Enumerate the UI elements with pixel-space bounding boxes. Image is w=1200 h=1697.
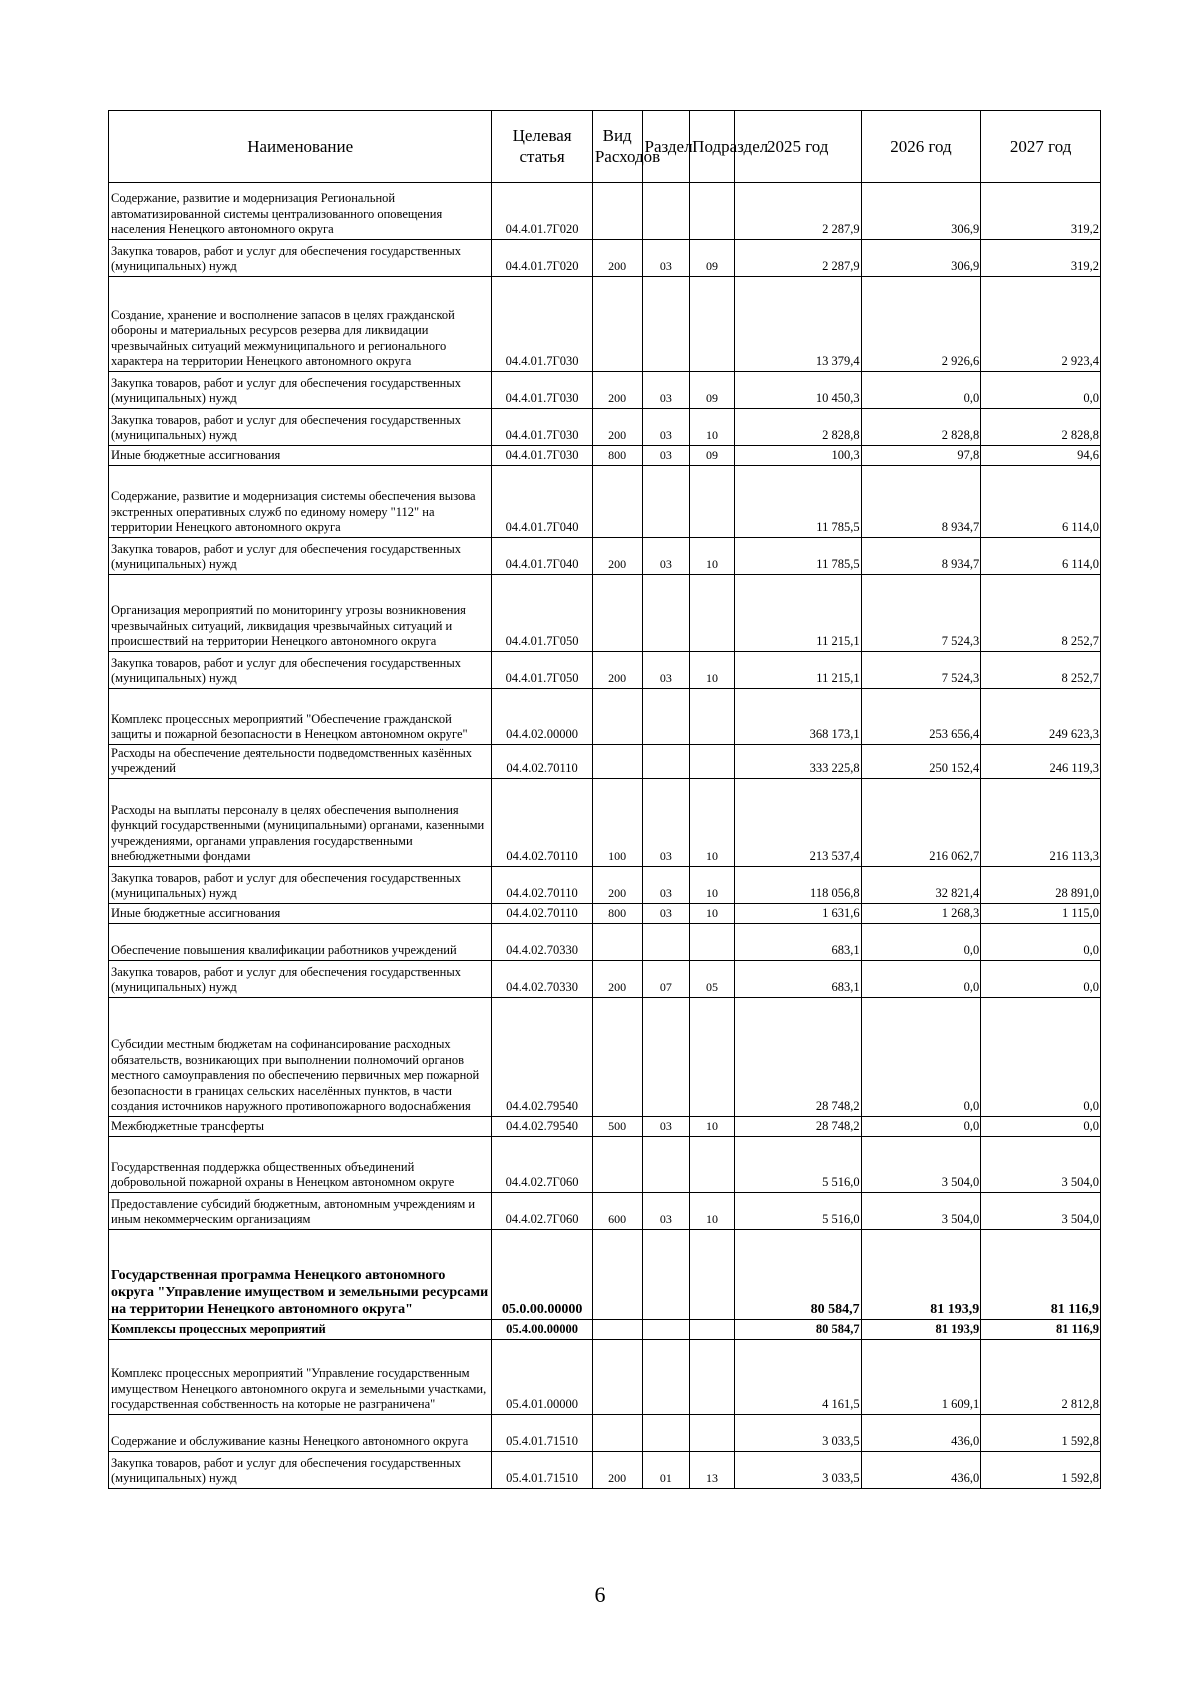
row-kind — [592, 575, 642, 652]
table-row — [109, 1117, 1101, 1137]
row-2025: 11 785,5 — [734, 538, 861, 575]
table-row — [109, 446, 1101, 466]
row-2027: 3 504,0 — [981, 1137, 1101, 1193]
row-article: 05.0.00.00000 — [492, 1230, 592, 1320]
row-name: Обеспечение повышения квалификации работников учреждений — [109, 924, 492, 961]
row-section: 03 — [642, 652, 690, 689]
header-article: Целевая статья — [492, 111, 592, 183]
row-section — [642, 575, 690, 652]
row-2025: 368 173,1 — [734, 689, 861, 745]
row-2026: 3 504,0 — [861, 1137, 981, 1193]
row-section — [642, 924, 690, 961]
row-article: 04.4.02.79540 — [492, 998, 592, 1117]
row-subsection: 09 — [690, 240, 735, 277]
row-2026: 81 193,9 — [861, 1230, 981, 1320]
row-2025: 2 287,9 — [734, 183, 861, 240]
row-2027: 0,0 — [981, 924, 1101, 961]
row-subsection — [690, 1415, 735, 1452]
table-row — [109, 538, 1101, 575]
row-subsection — [690, 1320, 735, 1340]
row-section: 03 — [642, 1193, 690, 1230]
page-number: 6 — [594, 1582, 606, 1607]
row-article: 04.4.02.70110 — [492, 904, 592, 924]
row-2025: 3 033,5 — [734, 1452, 861, 1489]
header-2025: 2025 год — [734, 111, 861, 183]
row-kind: 800 — [592, 446, 642, 466]
row-section: 03 — [642, 240, 690, 277]
row-section — [642, 183, 690, 240]
row-subsection: 10 — [690, 1117, 735, 1137]
row-article: 04.4.02.70110 — [492, 779, 592, 867]
row-2026: 306,9 — [861, 183, 981, 240]
table-row — [109, 1415, 1101, 1452]
row-name: Иные бюджетные ассигнования — [109, 904, 492, 924]
row-2027: 319,2 — [981, 240, 1101, 277]
row-name: Закупка товаров, работ и услуг для обеспечения государственных (муниципальных) нужд — [109, 961, 492, 998]
row-2027: 94,6 — [981, 446, 1101, 466]
row-2026: 0,0 — [861, 1117, 981, 1137]
row-name: Государственная программа Ненецкого автономного округа "Управление имуществом и земельными ресурсами на территории Ненецкого автономного округа" — [109, 1230, 492, 1320]
row-2026: 8 934,7 — [861, 466, 981, 538]
row-2027: 1 115,0 — [981, 904, 1101, 924]
row-2027: 2 923,4 — [981, 277, 1101, 372]
row-2025: 2 287,9 — [734, 240, 861, 277]
row-kind — [592, 1340, 642, 1415]
row-section — [642, 1340, 690, 1415]
row-2026: 253 656,4 — [861, 689, 981, 745]
row-2026: 8 934,7 — [861, 538, 981, 575]
row-subsection: 09 — [690, 372, 735, 409]
row-2027: 0,0 — [981, 998, 1101, 1117]
row-2027: 0,0 — [981, 961, 1101, 998]
row-2025: 118 056,8 — [734, 867, 861, 904]
table-row — [109, 372, 1101, 409]
row-2027: 8 252,7 — [981, 652, 1101, 689]
row-2027: 6 114,0 — [981, 466, 1101, 538]
row-2025: 3 033,5 — [734, 1415, 861, 1452]
row-subsection: 10 — [690, 652, 735, 689]
row-article: 04.4.01.7Г030 — [492, 372, 592, 409]
row-subsection — [690, 466, 735, 538]
row-article: 04.4.02.70330 — [492, 924, 592, 961]
row-kind — [592, 1415, 642, 1452]
table-row — [109, 1452, 1101, 1489]
row-section: 03 — [642, 1117, 690, 1137]
row-article: 05.4.01.71510 — [492, 1415, 592, 1452]
row-section: 03 — [642, 904, 690, 924]
row-article: 04.4.01.7Г050 — [492, 652, 592, 689]
row-kind: 200 — [592, 867, 642, 904]
row-2026: 1 609,1 — [861, 1340, 981, 1415]
row-section — [642, 277, 690, 372]
row-name: Содержание, развитие и модернизация Региональной автоматизированной системы централизованного оповещения населения Ненецкого автономного округа — [109, 183, 492, 240]
row-2027: 216 113,3 — [981, 779, 1101, 867]
row-section: 07 — [642, 961, 690, 998]
row-article: 04.4.01.7Г030 — [492, 446, 592, 466]
row-2026: 32 821,4 — [861, 867, 981, 904]
row-article: 04.4.02.7Г060 — [492, 1137, 592, 1193]
row-2027: 81 116,9 — [981, 1320, 1101, 1340]
row-name: Комплекс процессных мероприятий "Обеспечение гражданской защиты и пожарной безопасности в Ненецком автономном округе" — [109, 689, 492, 745]
table-row — [109, 652, 1101, 689]
row-2026: 436,0 — [861, 1415, 981, 1452]
row-section: 03 — [642, 446, 690, 466]
row-subsection: 10 — [690, 409, 735, 446]
row-name: Расходы на обеспечение деятельности подведомственных казённых учреждений — [109, 745, 492, 779]
row-subsection: 10 — [690, 779, 735, 867]
row-2027: 1 592,8 — [981, 1415, 1101, 1452]
row-kind — [592, 466, 642, 538]
row-2025: 1 631,6 — [734, 904, 861, 924]
row-kind: 100 — [592, 779, 642, 867]
row-subsection: 10 — [690, 1193, 735, 1230]
table-row — [109, 745, 1101, 779]
row-2025: 80 584,7 — [734, 1320, 861, 1340]
row-kind — [592, 924, 642, 961]
table-row — [109, 1320, 1101, 1340]
row-2027: 6 114,0 — [981, 538, 1101, 575]
row-article: 04.4.02.79540 — [492, 1117, 592, 1137]
row-name: Межбюджетные трансферты — [109, 1117, 492, 1137]
row-2025: 80 584,7 — [734, 1230, 861, 1320]
row-2026: 2 926,6 — [861, 277, 981, 372]
row-subsection — [690, 924, 735, 961]
row-2026: 7 524,3 — [861, 575, 981, 652]
table-row — [109, 689, 1101, 745]
row-kind: 500 — [592, 1117, 642, 1137]
row-2027: 1 592,8 — [981, 1452, 1101, 1489]
table-row — [109, 779, 1101, 867]
row-2025: 683,1 — [734, 924, 861, 961]
row-2025: 683,1 — [734, 961, 861, 998]
row-kind: 200 — [592, 240, 642, 277]
header-kind: Вид Расходов — [592, 111, 642, 183]
row-2025: 5 516,0 — [734, 1137, 861, 1193]
row-subsection: 05 — [690, 961, 735, 998]
row-name: Государственная поддержка общественных объединений добровольной пожарной охраны в Ненецком автономном округе — [109, 1137, 492, 1193]
row-article: 05.4.01.00000 — [492, 1340, 592, 1415]
row-2027: 0,0 — [981, 372, 1101, 409]
row-2025: 10 450,3 — [734, 372, 861, 409]
row-subsection — [690, 689, 735, 745]
row-name: Комплексы процессных мероприятий — [109, 1320, 492, 1340]
row-2027: 249 623,3 — [981, 689, 1101, 745]
budget-table — [108, 110, 1101, 1489]
row-name: Закупка товаров, работ и услуг для обеспечения государственных (муниципальных) нужд — [109, 372, 492, 409]
table-row — [109, 924, 1101, 961]
row-article: 04.4.01.7Г030 — [492, 277, 592, 372]
row-subsection: 10 — [690, 904, 735, 924]
table-row — [109, 1230, 1101, 1320]
row-2025: 11 215,1 — [734, 652, 861, 689]
row-2026: 216 062,7 — [861, 779, 981, 867]
row-name: Закупка товаров, работ и услуг для обеспечения государственных (муниципальных) нужд — [109, 409, 492, 446]
row-2025: 4 161,5 — [734, 1340, 861, 1415]
row-name: Предоставление субсидий бюджетным, автономным учреждениям и иным некоммерческим организациям — [109, 1193, 492, 1230]
row-2026: 306,9 — [861, 240, 981, 277]
row-kind: 200 — [592, 652, 642, 689]
header-2027: 2027 год — [981, 111, 1101, 183]
row-2026: 7 524,3 — [861, 652, 981, 689]
header-name: Наименование — [109, 111, 492, 183]
row-subsection — [690, 183, 735, 240]
row-2026: 0,0 — [861, 924, 981, 961]
row-article: 04.4.02.70110 — [492, 745, 592, 779]
row-article: 05.4.01.71510 — [492, 1452, 592, 1489]
row-kind — [592, 1230, 642, 1320]
row-section — [642, 1230, 690, 1320]
row-2025: 11 215,1 — [734, 575, 861, 652]
row-name: Расходы на выплаты персоналу в целях обеспечения выполнения функций государственными (муниципальными) органами, казенными учреждениями, органами управления государственными внебюджетными фондами — [109, 779, 492, 867]
row-subsection — [690, 998, 735, 1117]
row-2027: 246 119,3 — [981, 745, 1101, 779]
row-article: 04.4.02.7Г060 — [492, 1193, 592, 1230]
row-section: 03 — [642, 779, 690, 867]
row-section: 03 — [642, 538, 690, 575]
table-row — [109, 1137, 1101, 1193]
row-article: 05.4.00.00000 — [492, 1320, 592, 1340]
header-2026: 2026 год — [861, 111, 981, 183]
header-subsection: Подраздел — [690, 111, 735, 183]
row-article: 04.4.01.7Г050 — [492, 575, 592, 652]
row-article: 04.4.01.7Г040 — [492, 466, 592, 538]
table-row — [109, 904, 1101, 924]
row-2026: 97,8 — [861, 446, 981, 466]
row-subsection: 13 — [690, 1452, 735, 1489]
row-section: 01 — [642, 1452, 690, 1489]
row-section: 03 — [642, 409, 690, 446]
row-2025: 28 748,2 — [734, 998, 861, 1117]
row-kind: 800 — [592, 904, 642, 924]
row-name: Иные бюджетные ассигнования — [109, 446, 492, 466]
row-2027: 2 828,8 — [981, 409, 1101, 446]
row-2027: 28 891,0 — [981, 867, 1101, 904]
row-name: Содержание и обслуживание казны Ненецкого автономного округа — [109, 1415, 492, 1452]
row-kind — [592, 1137, 642, 1193]
row-2026: 0,0 — [861, 998, 981, 1117]
row-name: Закупка товаров, работ и услуг для обеспечения государственных (муниципальных) нужд — [109, 240, 492, 277]
row-name: Закупка товаров, работ и услуг для обеспечения государственных (муниципальных) нужд — [109, 538, 492, 575]
table-header-row — [109, 111, 1101, 183]
table-row — [109, 867, 1101, 904]
row-2026: 250 152,4 — [861, 745, 981, 779]
row-kind: 200 — [592, 538, 642, 575]
row-article: 04.4.01.7Г020 — [492, 240, 592, 277]
header-section: Раздел — [642, 111, 690, 183]
row-2027: 3 504,0 — [981, 1193, 1101, 1230]
table-row — [109, 466, 1101, 538]
row-section — [642, 1320, 690, 1340]
row-subsection — [690, 575, 735, 652]
row-name: Закупка товаров, работ и услуг для обеспечения государственных (муниципальных) нужд — [109, 867, 492, 904]
row-2027: 81 116,9 — [981, 1230, 1101, 1320]
row-2026: 0,0 — [861, 372, 981, 409]
row-2026: 81 193,9 — [861, 1320, 981, 1340]
row-2025: 213 537,4 — [734, 779, 861, 867]
table-row — [109, 240, 1101, 277]
row-kind: 200 — [592, 961, 642, 998]
table-row — [109, 961, 1101, 998]
row-kind — [592, 745, 642, 779]
row-section: 03 — [642, 372, 690, 409]
row-name: Создание, хранение и восполнение запасов в целях гражданской обороны и материальных ресурсов резерва для ликвидации чрезвычайных ситуаций межмуниципального и регионального характера на территории Ненецкого автономного округа — [109, 277, 492, 372]
row-subsection — [690, 277, 735, 372]
row-subsection: 10 — [690, 538, 735, 575]
row-2027: 0,0 — [981, 1117, 1101, 1137]
table-row — [109, 1193, 1101, 1230]
row-article: 04.4.01.7Г040 — [492, 538, 592, 575]
row-article: 04.4.02.70330 — [492, 961, 592, 998]
row-2025: 5 516,0 — [734, 1193, 861, 1230]
row-kind: 600 — [592, 1193, 642, 1230]
row-kind — [592, 689, 642, 745]
row-kind — [592, 277, 642, 372]
row-2027: 2 812,8 — [981, 1340, 1101, 1415]
row-2027: 8 252,7 — [981, 575, 1101, 652]
row-article: 04.4.01.7Г020 — [492, 183, 592, 240]
row-2026: 3 504,0 — [861, 1193, 981, 1230]
row-2025: 100,3 — [734, 446, 861, 466]
table-row — [109, 575, 1101, 652]
row-kind — [592, 1320, 642, 1340]
row-2027: 319,2 — [981, 183, 1101, 240]
row-subsection — [690, 1340, 735, 1415]
row-kind — [592, 998, 642, 1117]
row-2026: 2 828,8 — [861, 409, 981, 446]
row-2025: 11 785,5 — [734, 466, 861, 538]
row-kind: 200 — [592, 372, 642, 409]
table-row — [109, 183, 1101, 240]
row-2025: 13 379,4 — [734, 277, 861, 372]
row-section — [642, 689, 690, 745]
row-2026: 1 268,3 — [861, 904, 981, 924]
row-article: 04.4.02.70110 — [492, 867, 592, 904]
row-name: Комплекс процессных мероприятий "Управление государственным имуществом Ненецкого автономного округа и земельными участками, государственная собственность на которые не разграничена" — [109, 1340, 492, 1415]
row-2026: 0,0 — [861, 961, 981, 998]
row-article: 04.4.01.7Г030 — [492, 409, 592, 446]
row-name: Субсидии местным бюджетам на софинансирование расходных обязательств, возникающих при выполнении полномочий органов местного самоуправления по обеспечению первичных мер пожарной безопасности в границах сельских населённых пунктов, в части создания источников наружного противопожарного водоснабжения — [109, 998, 492, 1117]
row-2025: 2 828,8 — [734, 409, 861, 446]
row-subsection: 09 — [690, 446, 735, 466]
row-kind: 200 — [592, 1452, 642, 1489]
row-name: Закупка товаров, работ и услуг для обеспечения государственных (муниципальных) нужд — [109, 1452, 492, 1489]
table-row — [109, 1340, 1101, 1415]
row-subsection — [690, 745, 735, 779]
table-row — [109, 277, 1101, 372]
row-name: Закупка товаров, работ и услуг для обеспечения государственных (муниципальных) нужд — [109, 652, 492, 689]
row-name: Организация мероприятий по мониторингу угрозы возникновения чрезвычайных ситуаций, ликвидация чрезвычайных ситуаций и происшествий на территории Ненецкого автономного округа — [109, 575, 492, 652]
row-section — [642, 1415, 690, 1452]
row-2025: 333 225,8 — [734, 745, 861, 779]
row-section — [642, 745, 690, 779]
table-row — [109, 409, 1101, 446]
row-2026: 436,0 — [861, 1452, 981, 1489]
row-2025: 28 748,2 — [734, 1117, 861, 1137]
row-name: Содержание, развитие и модернизация системы обеспечения вызова экстренных оперативных служб по единому номеру "112" на территории Ненецкого автономного округа — [109, 466, 492, 538]
row-subsection — [690, 1230, 735, 1320]
row-section — [642, 998, 690, 1117]
row-subsection — [690, 1137, 735, 1193]
row-section — [642, 466, 690, 538]
row-kind: 200 — [592, 409, 642, 446]
row-section — [642, 1137, 690, 1193]
row-article: 04.4.02.00000 — [492, 689, 592, 745]
row-subsection: 10 — [690, 867, 735, 904]
table-row — [109, 998, 1101, 1117]
table-body — [109, 183, 1101, 1489]
row-kind — [592, 183, 642, 240]
row-section: 03 — [642, 867, 690, 904]
